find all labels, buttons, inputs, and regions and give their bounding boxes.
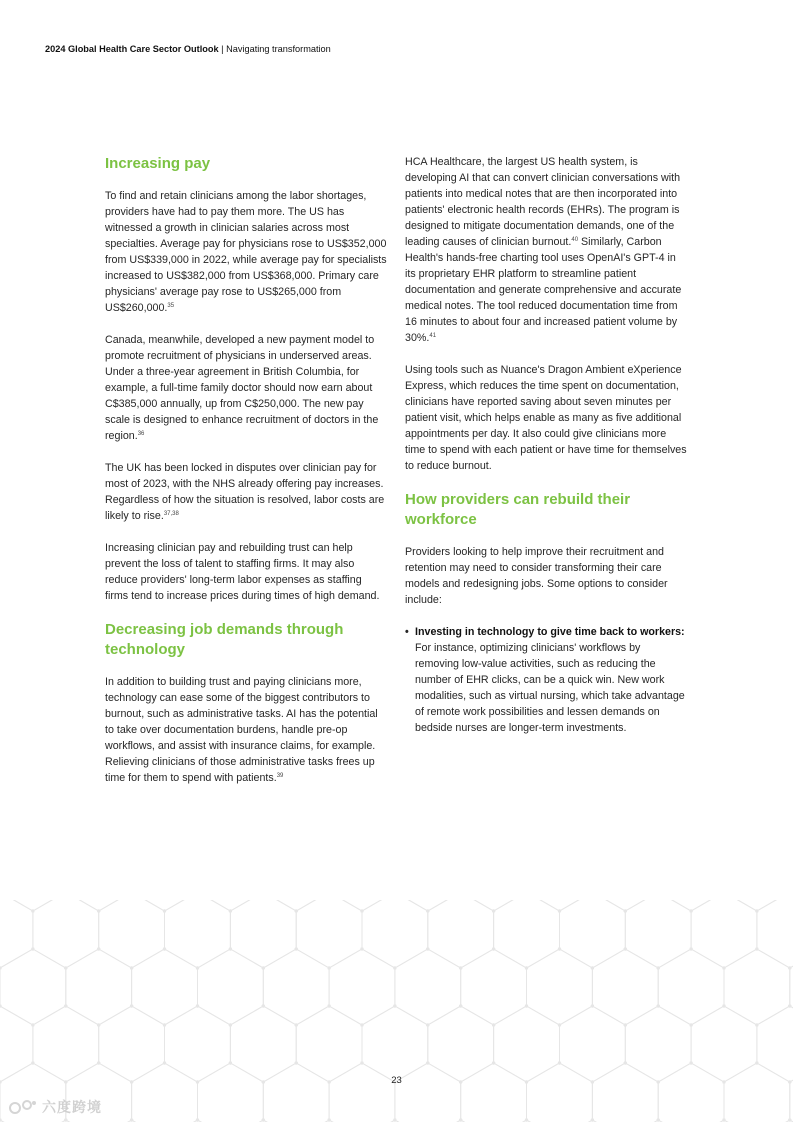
hexagon-shape	[625, 900, 691, 968]
hexagon-node	[426, 1023, 429, 1026]
paragraph-text: In addition to building trust and paying clinicians more, technology can ease some of the biggest contributors to burnout, such as administrative tasks. AI has the potential to take over documentation burdens, handle pre-op workflows, and assist with insurance claims, for example. Relieving clinicians of those administrative tasks frees up time for them to spend with patients.	[105, 676, 378, 784]
report-title: 2024 Global Health Care Sector Outlook	[45, 44, 219, 54]
paragraph-text: HCA Healthcare, the largest US health system, is developing AI that can convert clinician conversations with patients into medical notes that are then incorporated into patients' electronic health records (EHRs). The program is designed to mitigate documentation demands, one of the leading causes of clinician burnout.	[405, 156, 681, 248]
hexagon-node	[229, 1023, 232, 1026]
hexagon-node	[624, 909, 627, 912]
paragraph-text: Canada, meanwhile, developed a new payment model to promote recruitment of physicians in underserved areas. Under a three-year agreement in British Columbia, for example, a full-time family doctor should now earn about C$385,000 annually, up from C$250,000. The new pay scale is designed to enhance recruitment of doctors in the region.	[105, 334, 379, 442]
hexagon-shape	[658, 900, 724, 911]
hexagon-node	[31, 1061, 34, 1064]
hexagon-shape	[329, 1063, 395, 1122]
hexagon-node	[393, 1004, 396, 1007]
hexagon-node	[295, 947, 298, 950]
hexagon-node	[525, 1118, 528, 1121]
hexagon-shape	[33, 1006, 99, 1082]
hexagon-node	[97, 1061, 100, 1064]
hexagon-node	[163, 1023, 166, 1026]
hexagon-shape	[132, 949, 198, 1025]
hexagon-node	[262, 1118, 265, 1121]
hexagon-node	[31, 909, 34, 912]
hexagon-node	[196, 1118, 199, 1121]
hexagon-node	[360, 1061, 363, 1064]
hexagon-node	[328, 1118, 331, 1121]
hexagon-shape	[99, 1006, 165, 1082]
hexagon-shape	[395, 900, 461, 911]
hexagon-node	[558, 947, 561, 950]
section-heading-increasing-pay: Increasing pay	[105, 155, 211, 172]
hexagon-node	[459, 1004, 462, 1007]
list-item	[405, 624, 687, 736]
hexagon-node	[657, 966, 660, 969]
hexagon-shape	[66, 900, 132, 911]
paragraph	[105, 460, 387, 524]
hexagon-shape	[527, 900, 593, 911]
hexagon-node	[130, 1004, 133, 1007]
hexagon-node	[690, 909, 693, 912]
hexagon-node	[492, 1061, 495, 1064]
hexagon-shape	[198, 900, 264, 911]
hexagon-shape	[658, 949, 724, 1025]
hexagon-shape	[592, 900, 658, 911]
footnote-ref: 36	[137, 431, 145, 437]
hexagon-node	[624, 1061, 627, 1064]
hexagon-shape	[691, 900, 757, 968]
hexagon-shape	[263, 900, 329, 911]
hexagon-shape	[165, 900, 231, 968]
hexagon-node	[360, 947, 363, 950]
hexagon-shape	[263, 949, 329, 1025]
hexagon-node	[788, 1004, 791, 1007]
hexagon-node	[229, 947, 232, 950]
running-header	[45, 44, 331, 54]
hexagon-node	[31, 947, 34, 950]
hexagon-shape	[757, 1006, 793, 1082]
hexagon-shape	[494, 900, 560, 968]
hexagon-shape	[132, 1063, 198, 1122]
hexagon-shape	[395, 1063, 461, 1122]
hexagon-node	[130, 966, 133, 969]
hexagon-shape	[494, 1006, 560, 1082]
hexagon-node	[755, 1023, 758, 1026]
hexagon-shape	[592, 1063, 658, 1122]
hexagon-node	[624, 947, 627, 950]
hexagon-node	[360, 909, 363, 912]
watermark	[8, 1094, 102, 1120]
hexagon-node	[64, 1004, 67, 1007]
hexagon-shape	[428, 900, 494, 968]
paragraph	[105, 188, 387, 316]
hexagon-shape	[66, 949, 132, 1025]
hexagon-node	[657, 1118, 660, 1121]
hexagon-node	[393, 1118, 396, 1121]
hexagon-node	[426, 947, 429, 950]
hexagon-node	[755, 1061, 758, 1064]
hexagon-shape	[0, 949, 66, 1025]
hexagon-shape	[724, 949, 790, 1025]
watermark-text: 六度跨境	[42, 1099, 102, 1115]
hexagon-shape	[461, 1063, 527, 1122]
hexagon-node	[459, 1118, 462, 1121]
hexagon-node	[426, 1061, 429, 1064]
hexagon-node	[229, 1061, 232, 1064]
hexagon-node	[558, 1023, 561, 1026]
hexagon-node	[558, 1061, 561, 1064]
hexagon-shape	[527, 1063, 593, 1122]
hexagon-node	[492, 1023, 495, 1026]
section-heading-rebuild-workforce: How providers can rebuild their workforce	[405, 491, 631, 528]
hexagon-shape	[527, 949, 593, 1025]
hexagon-node	[163, 909, 166, 912]
hexagon-shape	[230, 900, 296, 968]
hexagon-node	[64, 966, 67, 969]
hexagon-shape	[0, 900, 66, 911]
hexagon-node	[360, 1023, 363, 1026]
hexagon-node	[755, 909, 758, 912]
list-item-lead: Investing in technology to give time back to workers:	[415, 626, 685, 638]
hexagon-node	[722, 1118, 725, 1121]
hexagon-node	[624, 1023, 627, 1026]
hexagon-shape	[625, 1006, 691, 1082]
header-separator: |	[218, 44, 227, 54]
hexagon-shape	[198, 949, 264, 1025]
hexagon-shape	[33, 900, 99, 968]
hexagon-node	[722, 1004, 725, 1007]
left-column	[105, 154, 387, 802]
hexagon-shape	[724, 1063, 790, 1122]
hexagon-node	[393, 966, 396, 969]
options-list	[405, 624, 687, 736]
hexagon-node	[328, 1004, 331, 1007]
hexagon-shape	[724, 900, 790, 911]
footnote-ref: 35	[167, 303, 175, 309]
hexagon-shape	[263, 1063, 329, 1122]
hexagon-node	[690, 947, 693, 950]
page-number: 23	[391, 1075, 402, 1086]
hexagon-node	[492, 909, 495, 912]
hexagon-node	[130, 1118, 133, 1121]
hexagon-shape	[230, 1006, 296, 1082]
hexagon-node	[657, 1004, 660, 1007]
report-subtitle: Navigating transformation	[226, 44, 331, 54]
hexagon-node	[591, 966, 594, 969]
hexagon-node	[229, 909, 232, 912]
hexagon-node	[196, 966, 199, 969]
hexagon-shape	[296, 1006, 362, 1082]
hexagon-node	[525, 1004, 528, 1007]
hexagon-shape	[329, 900, 395, 911]
hexagon-shape	[362, 900, 428, 968]
hexagon-node	[492, 947, 495, 950]
hexagon-node	[788, 1118, 791, 1121]
hexagon-node	[31, 1023, 34, 1026]
hexagon-node	[97, 909, 100, 912]
paragraph	[105, 674, 387, 786]
hexagon-node	[328, 966, 331, 969]
hexagon-shape	[132, 900, 198, 911]
hexagon-node	[295, 909, 298, 912]
right-column	[405, 154, 687, 736]
hexagon-shape	[560, 900, 626, 968]
paragraph	[405, 154, 687, 346]
paragraph-text: The UK has been locked in disputes over clinician pay for most of 2023, with the NHS already offering pay increases. Regardless of how the situation is resolved, labor costs are likely to rise.	[105, 462, 385, 522]
hexagon-node	[722, 966, 725, 969]
hexagon-node	[525, 966, 528, 969]
footnote-ref: 40	[571, 237, 579, 243]
hexagon-node	[690, 1061, 693, 1064]
hexagon-node	[558, 909, 561, 912]
hexagon-node	[163, 947, 166, 950]
hexagon-shape	[560, 1006, 626, 1082]
paragraph-text: Similarly, Carbon Health's hands-free charting tool uses OpenAI's GPT-4 in its proprietary EHR platform to streamline patient documentation and generate comprehensive and accurate medical notes. The tool reduced documentation time from 16 minutes to about four and increased patient volume by 30%.	[405, 236, 682, 344]
hexagon-shape	[757, 900, 793, 968]
footnote-ref: 41	[429, 333, 437, 339]
footnote-ref: 39	[276, 773, 284, 779]
hexagon-shape	[461, 949, 527, 1025]
hexagon-node	[295, 1061, 298, 1064]
hexagon-shape	[0, 900, 33, 968]
hexagon-node	[591, 1004, 594, 1007]
hexagon-shape	[198, 1063, 264, 1122]
hexagon-node	[426, 909, 429, 912]
footnote-ref: 37,38	[163, 511, 179, 517]
hexagon-shape	[362, 1006, 428, 1082]
hexagon-shape	[0, 1006, 33, 1082]
paragraph	[105, 332, 387, 444]
hexagon-shape	[395, 949, 461, 1025]
hexagon-pattern-decoration	[0, 900, 793, 1122]
watermark-logo-icon	[8, 1097, 38, 1117]
paragraph: Increasing clinician pay and rebuilding trust can help prevent the loss of talent to staffing firms. It may also reduce providers' long-term labor expenses as staffing firms tend to increase prices during times of high demand.	[105, 542, 380, 602]
hexagon-shape	[592, 949, 658, 1025]
hexagon-node	[262, 966, 265, 969]
paragraph-text: To find and retain clinicians among the labor shortages, providers have had to pay them more. The US has witnessed a growth in clinician salaries across most specialties. Average pay for physicians rose to US$352,000 from US$339,000 in 2022, while average pay for specialists increased to US$382,000 from US$368,000. Primary care physicians' average pay rose to US$265,000 from US$260,000.	[105, 190, 387, 314]
hexagon-shape	[165, 1006, 231, 1082]
hexagon-shape	[296, 900, 362, 968]
hexagon-shape	[658, 1063, 724, 1122]
hexagon-node	[788, 966, 791, 969]
hexagon-node	[295, 1023, 298, 1026]
section-heading-decreasing-demands: Decreasing job demands through technology	[105, 621, 344, 658]
hexagon-node	[97, 1023, 100, 1026]
hexagon-shape	[99, 900, 165, 968]
bullet-icon: •	[405, 626, 409, 638]
hexagon-node	[163, 1061, 166, 1064]
hexagon-node	[459, 966, 462, 969]
hexagon-node	[97, 947, 100, 950]
hexagon-node	[262, 1004, 265, 1007]
hexagon-node	[196, 1004, 199, 1007]
hexagon-shape	[461, 900, 527, 911]
hexagon-shape	[329, 949, 395, 1025]
paragraph: Using tools such as Nuance's Dragon Ambient eXperience Express, which reduces the time spent on documentation, clinicians have reported saving about seven minutes per patient visit, which helps enable as many as five additional appointments per day. It also could give clinicians more time to spend with each patient or have time for themselves to reduce burnout.	[405, 364, 687, 472]
paragraph: Providers looking to help improve their recruitment and retention may need to consider transforming their care models and redesigning jobs. Some options to consider include:	[405, 546, 668, 606]
list-item-text: For instance, optimizing clinicians' workflows by removing low-value activities, such as reducing the number of EHR clicks, can be a quick win. New work modalities, such as virtual nursing, which take advantage of remote work possibilities and lessen demands on bedside nurses are longer-term investments.	[415, 642, 685, 734]
hexagon-node	[690, 1023, 693, 1026]
hexagon-node	[591, 1118, 594, 1121]
hexagon-shape	[428, 1006, 494, 1082]
hexagon-shape	[691, 1006, 757, 1082]
hexagon-node	[755, 947, 758, 950]
